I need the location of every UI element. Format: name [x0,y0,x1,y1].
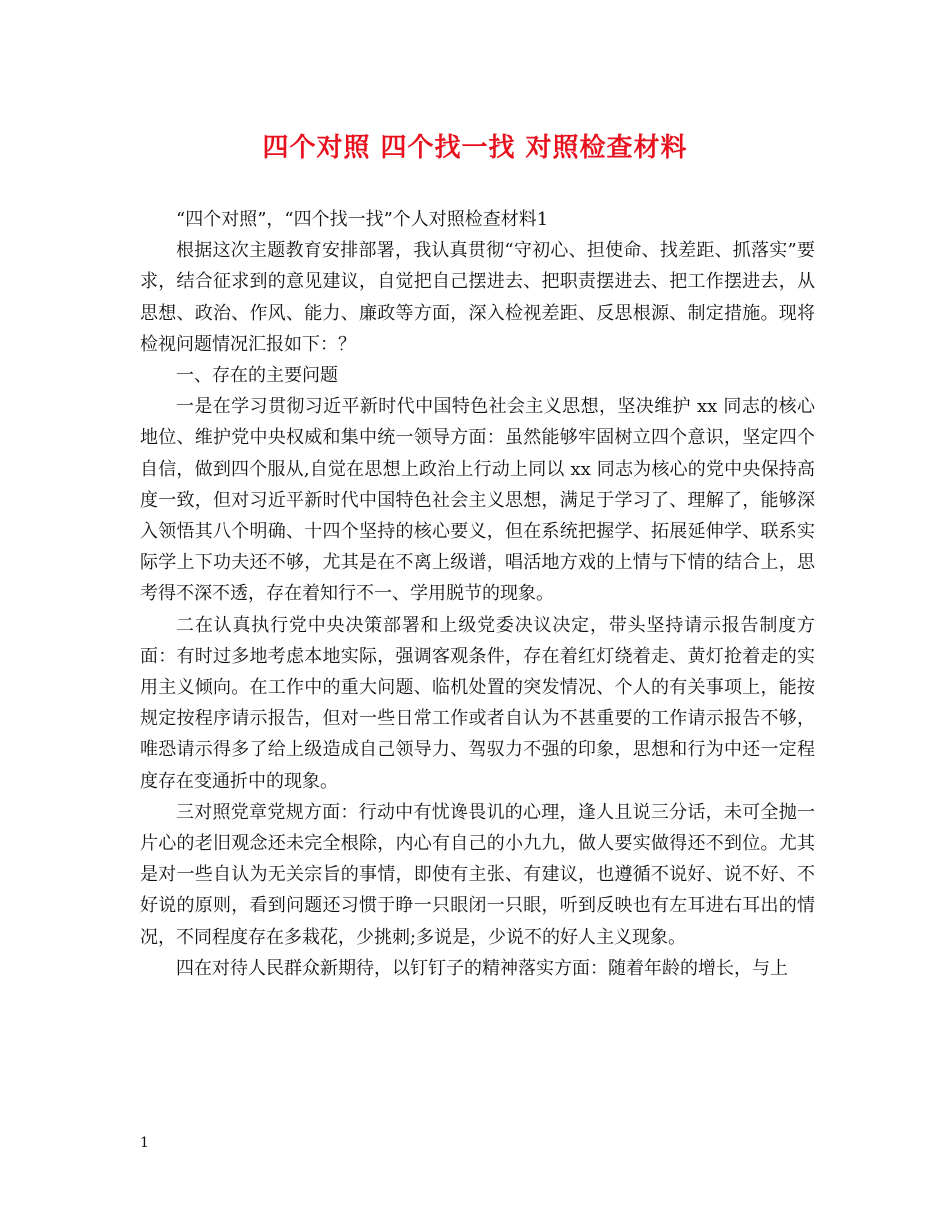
body-paragraph: 一是在学习贯彻习近平新时代中国特色社会主义思想，坚决维护 xx 同志的核心地位、维护党中央权威和集中统一领导方面：虽然能够牢固树立四个意识，坚定四个自信，做到四个服从,自觉在思想上政治上行动上同以 xx 同志为核心的党中央保持高度一致，但对习近平新时代中国特色社会主义思想，满足于学习了、理解了，能够深入领悟其八个明确、十四个坚持的核心要义，但在系统把握学、拓展延伸学、联系实际学上下功夫还不够，尤其是在不离上级谱，唱活地方戏的上情与下情的结合上，思考得不深不透，存在着知行不一、学用脱节的现象。 [140,396,815,605]
body-paragraph: 四在对待人民群众新期待，以钉钉子的精神落实方面：随着年龄的增长，与上 [176,957,788,979]
body-paragraph: 三对照党章党规方面：行动中有忧谗畏讥的心理，逢人且说三分话，未可全抛一片心的老旧观念还未完全根除，内心有自己的小九九，做人要实做得还不到位。尤其是对一些自认为无关宗旨的事情，即使有主张、有建议，也遵循不说好、说不好、不好说的原则，看到问题还习惯于睁一只眼闭一只眼，听到反映也有左耳进右耳出的情况，不同程度存在多栽花，少挑刺;多说是，少说不的好人主义现象。 [140,801,815,948]
body-paragraph: 二在认真执行党中央决策部署和上级党委决议决定，带头坚持请示报告制度方面：有时过多地考虑本地实际，强调客观条件，存在着红灯绕着走、黄灯抢着走的实用主义倾向。在工作中的重大问题、临机处置的突发情况、个人的有关事项上，能按规定按程序请示报告，但对一些日常工作或者自认为不甚重要的工作请示报告不够，唯恐请示得多了给上级造成自己领导力、驾驭力不强的印象，思想和行为中还一定程度存在变通折中的现象。 [140,614,815,792]
subtitle-paragraph: “四个对照”，“四个找一找”个人对照检查材料1 [176,209,549,230]
document-body [140,204,815,984]
page-number: 1 [140,1135,149,1151]
document-title: 四个对照 四个找一找 对照检查材料 [262,133,688,163]
intro-paragraph: 根据这次主题教育安排部署，我认真贯彻“守初心、担使命、找差距、抓落实”要求，结合征求到的意见建议，自觉把自己摆进去、把职责摆进去、把工作摆进去，从思想、政治、作风、能力、廉政等方面，深入检视差距、反思根源、制定措施。现将检视问题情况汇报如下：？ [140,240,815,355]
section-heading: 一、存在的主要问题 [176,365,338,387]
